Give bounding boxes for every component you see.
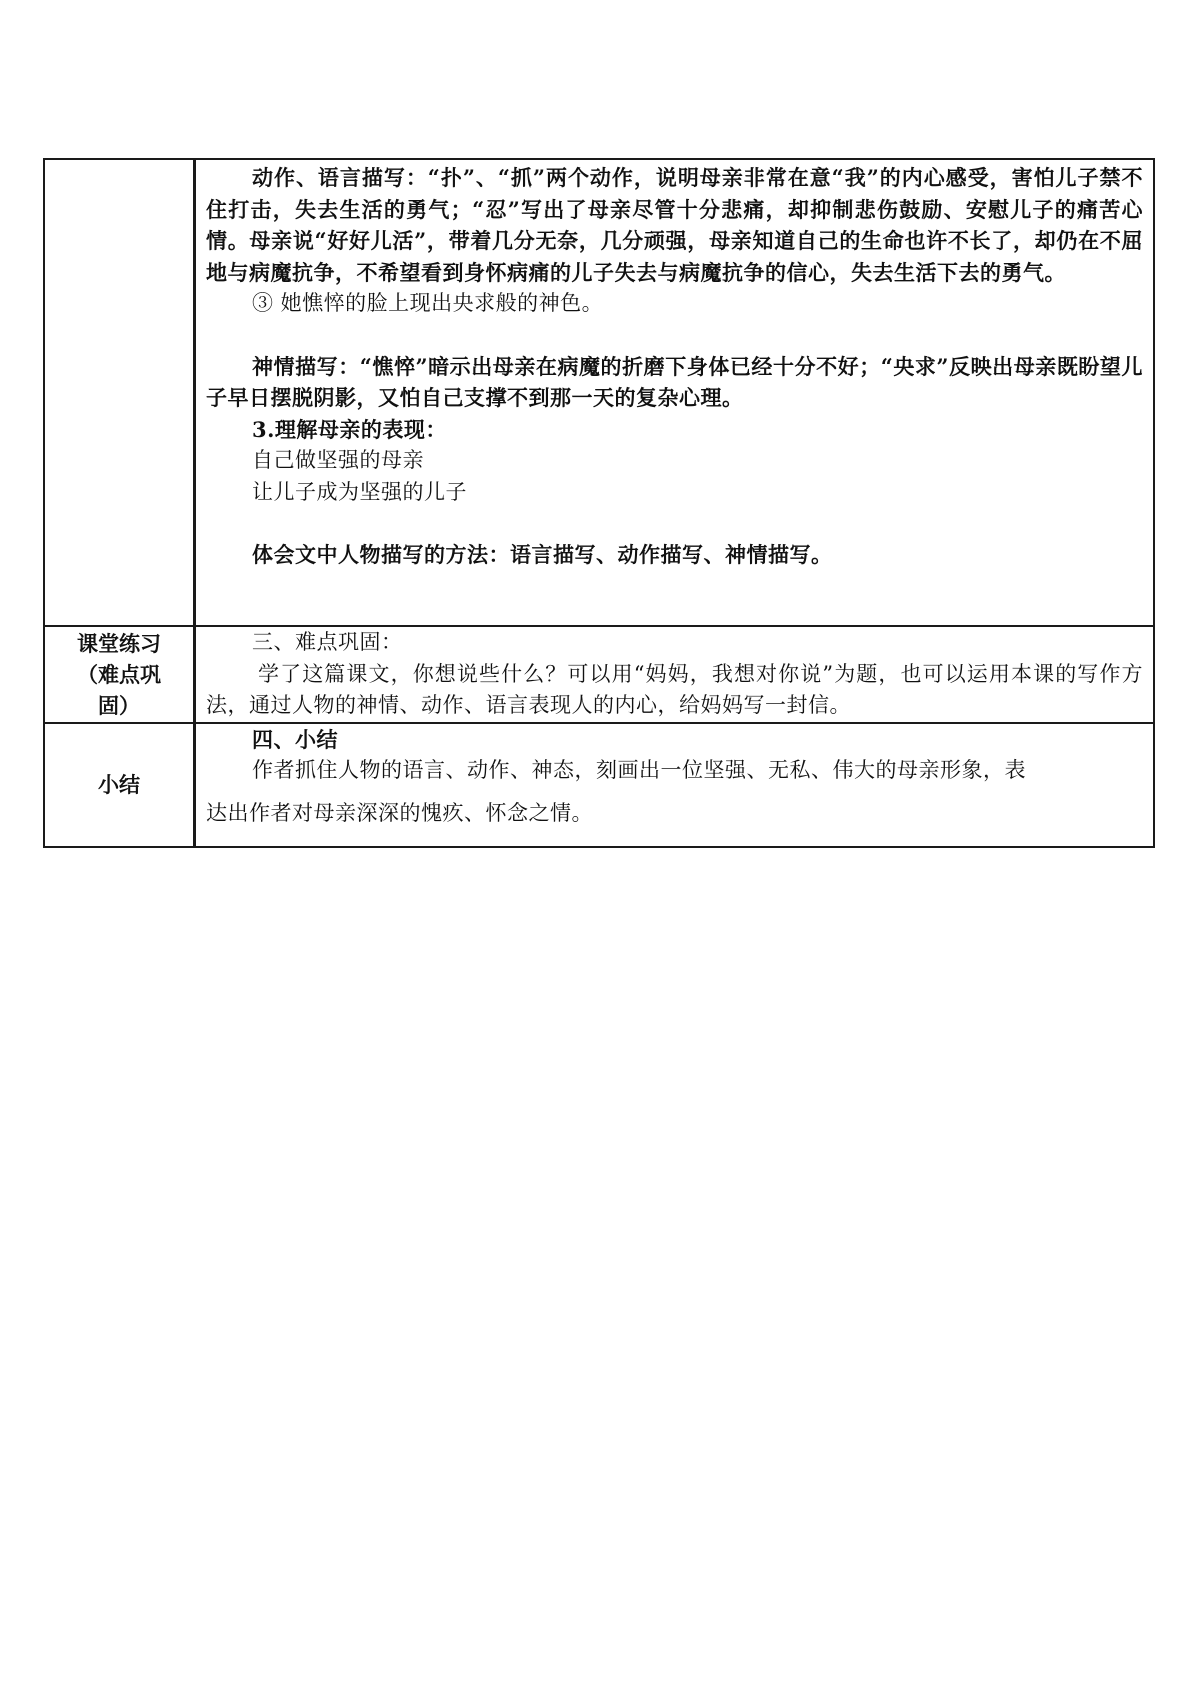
table-row <box>44 723 1154 847</box>
label-line: 课堂练习 <box>77 630 161 656</box>
label-line: 固） <box>98 692 140 718</box>
practice-heading: 三、难点巩固： <box>252 630 403 654</box>
practice-text: 学了这篇课文，你想说些什么？可以用“妈妈，我想对你说”为题，也可以运用本课的写作方法，通过人物的神情、动作、语言表现人的内心，给妈妈写一封信。 <box>206 661 1143 717</box>
table-row <box>44 159 1154 626</box>
row-label-empty <box>44 159 195 626</box>
row-label-summary <box>44 723 195 847</box>
section-heading-3: 3.理解母亲的表现： <box>252 416 447 442</box>
analysis-cell <box>195 159 1155 626</box>
table-row <box>44 626 1154 723</box>
point-strong-son: 让儿子成为坚强的儿子 <box>252 479 467 504</box>
action-language-paragraph: 动作、语言描写：“扑”、“抓”两个动作，说明母亲非常在意“我”的内心感受，害怕儿子禁不住打击，失去生活的勇气；“忍”写出了母亲尽管十分悲痛，却抑制悲伤鼓励、安慰儿子的痛苦心情。母亲说“好好儿活”，带着几分无奈，几分顽强，母亲知道自己的生命也许不长了，却仍在不屈地与病魔抗争，不希望看到身怀病痛的儿子失去与病魔抗争的信心，失去生活下去的勇气。 <box>206 165 1143 285</box>
quote-line: ③ 她憔悴的脸上现出央求般的神色。 <box>252 291 604 315</box>
label-line: （难点巩 <box>77 661 161 687</box>
label-text: 小结 <box>98 772 140 797</box>
method-summary: 体会文中人物描写的方法：语言描写、动作描写、神情描写。 <box>252 542 833 567</box>
point-strong-mother: 自己做坚强的母亲 <box>252 448 424 472</box>
summary-text-tail: 达出作者对母亲深深的愧疚、怀念之情。 <box>206 801 593 825</box>
practice-cell <box>195 626 1155 723</box>
lesson-table <box>43 158 1155 848</box>
summary-text: 作者抓住人物的语言、动作、神态，刻画出一位坚强、无私、伟大的母亲形象，表 <box>252 758 1026 782</box>
summary-cell <box>195 723 1155 847</box>
row-label-practice <box>44 626 195 723</box>
summary-heading: 四、小结 <box>252 726 338 752</box>
expression-paragraph: 神情描写：“憔悴”暗示出母亲在病魔的折磨下身体已经十分不好；“央求”反映出母亲既盼望儿子早日摆脱阴影，又怕自己支撑不到那一天的复杂心理。 <box>206 353 1143 410</box>
